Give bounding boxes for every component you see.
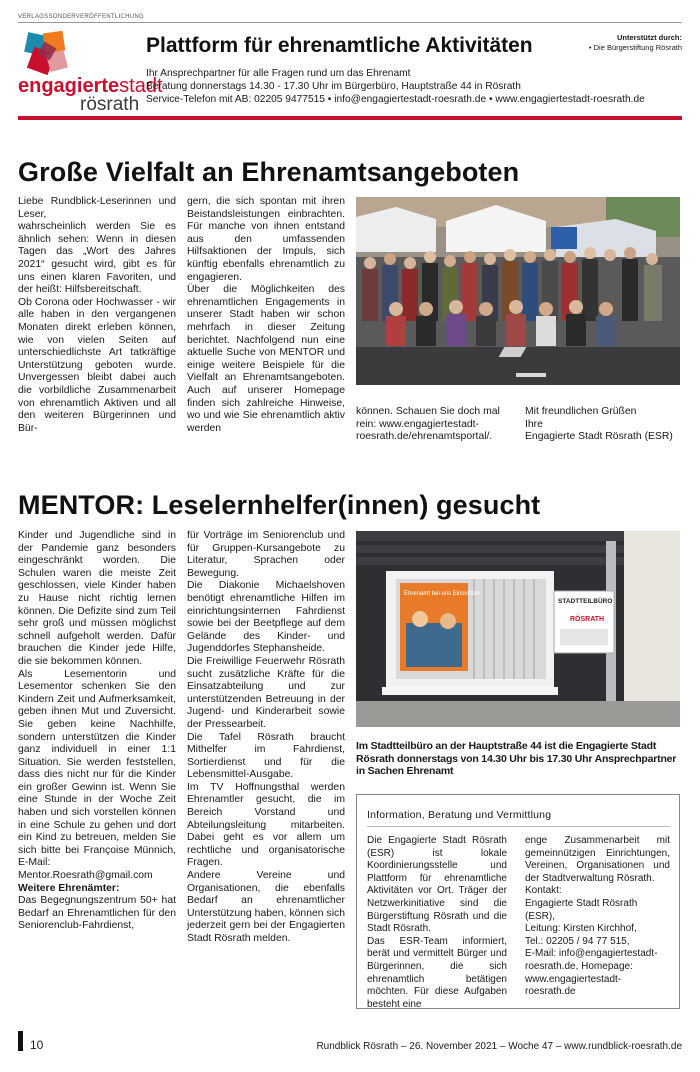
paragraph: Die Diakonie Michaelshoven benötigt ehrenamtliche Hilfen im einrichtungsinternen Fahrdienst sowie bei der Beetpflege auf dem Gelände des Kinder- und Jugenddorfes Stephansheide. bbox=[187, 580, 345, 655]
article2-headline: MENTOR: Leselernhelfer(innen) gesucht bbox=[18, 490, 541, 520]
paragraph: Die Engagierte Stadt Rösrath (ESR) ist lokale Koordinierungsstelle und Plattform für ehrenamtliche Aktivitäten vor Ort. Träger der Netzwerkinitiative sind die Bürgerstiftung Rösrath und die Stadt Rösrath. bbox=[367, 835, 507, 935]
paragraph: wahrscheinlich werden Sie es ähnlich sehen: Wenn in diesen Tagen das „Wort des Jahres 2021“ gesucht wird, gibt es für uns einen klaren Favoriten, und der heißt: Hilfsbereitschaft. bbox=[18, 221, 176, 296]
contact-line: Tel.: 02205 / 94 77 515, bbox=[525, 935, 630, 947]
stadtteilbuero-window-photo bbox=[356, 531, 680, 727]
paragraph: Kinder und Jugendliche sind in der Pandemie ganz besonders eingeschränkt worden. Die Schulen waren die meiste Zeit geschlossen, viele Kinder haben zu Hause nicht richtig lernen können. Die Defizite sind zum Teil sehr groß und müssen möglichst schnell aufgeholt werden. Dafür brauchen die Kinder jede Hilfe, die sie bekommen können. bbox=[18, 530, 176, 667]
supporter-label: Unterstützt durch: bbox=[617, 33, 682, 42]
paragraph: gern, die sich spontan mit ihren Beistandsleistungen einbrachten. Für manche von ihnen entstand aus den umfassenden Hilfsaktionen der Impuls, sich künftig ebenfalls ehrenamtlich zu engagieren. bbox=[187, 196, 345, 283]
signoff-line: Engagierte Stadt Rösrath (ESR) bbox=[525, 431, 673, 443]
window-poster-text: Ehrenamt bei uns Einsichten bbox=[404, 591, 481, 597]
article1-column-3 bbox=[356, 406, 516, 444]
article1-headline: Große Vielfalt an Ehrenamtsangeboten bbox=[18, 157, 520, 187]
paragraph: können. Schauen Sie doch mal rein: www.engagiertestadt-roesrath.de/ehrenamtsportal/. bbox=[356, 406, 500, 443]
masthead-info-line: Beratung donnerstags 14.30 - 17.30 Uhr im Bürgerbüro, Hauptstraße 44 in Rösrath bbox=[146, 81, 521, 92]
paragraph: Das ESR-Team informiert, berät und vermittelt Bürger und Bürgerinnen, die sich ehrenamtlich betätigen möchten. Für diese Aufgaben besteht eine bbox=[367, 935, 507, 1010]
contact-line: E-Mail: info@engagiertestadt-roesrath.de, Homepage: www.engagiertestadt-roesrath.de bbox=[525, 948, 658, 998]
publication-tag: VERLAGSSONDERVERÖFFENTLICHUNG bbox=[18, 14, 144, 20]
paragraph: Im TV Hoffnungsthal werden Ehrenamtler gesucht, die im Bereich Vorstand und Abteilungsleitung mitarbeiten. Dabei geht es vor allem um rechtliche und organisatorische Fragen. bbox=[187, 781, 345, 869]
article2-column-2 bbox=[187, 530, 345, 946]
information-box bbox=[356, 794, 680, 1009]
masthead-info-line: Service-Telefon mit AB: 02205 9477515 • info@engagiertestadt-roesrath.de • www.engagiertestadt-roesrath.de bbox=[146, 94, 645, 105]
logo-wordmark-city: rösrath bbox=[80, 94, 140, 115]
paragraph: Ob Corona oder Hochwasser - wir alle haben in den vergangenen Monaten direkt erleben können, wie von vielen Seiten auf unterschiedlichste Art tatkräftige Unterstützung geboten wurde. Unvergessen bleibt dabei auch die vorbildliche Zusammenarbeit von ehrenamtlich Aktiven und all den weiteren Bürgerinnen und Bür- bbox=[18, 296, 176, 434]
paragraph: Über die Möglichkeiten des ehrenamtlichen Engagements in unserer Stadt haben wir schon mehrfach in dieser Zeitung berichtet. Nachfolgend nun eine aktuelle Suche von MENTOR und einige weitere Beispiele für die Vielfalt an Ehrenamtsangeboten. Auch auf unserer Homepage finden sich zahlreiche Hinweise, wo und wie Sie ehrenamtlich aktiv werden bbox=[187, 284, 345, 434]
infobox-column-2 bbox=[525, 835, 670, 999]
paragraph: enge Zusammenarbeit mit gemeinnützigen Einrichtungen, Vereinen, Organisationen und der Stadtverwaltung Rösrath. bbox=[525, 835, 670, 884]
masthead-info-line: Ihr Ansprechpartner für alle Fragen rund um das Ehrenamt bbox=[146, 68, 411, 79]
masthead-red-rule bbox=[18, 116, 682, 120]
logo-mark-icon bbox=[22, 28, 78, 78]
paragraph: Die Tafel Rösrath braucht Mithelfer im Fahrdienst, Sortierdienst und für die Lebensmittel-Ausgabe. bbox=[187, 731, 345, 781]
contact-line: Engagierte Stadt Rösrath (ESR), bbox=[525, 897, 638, 922]
supporter-item: • Die Bürgerstiftung Rösrath bbox=[588, 43, 682, 52]
volunteers-group-photo bbox=[356, 197, 680, 385]
engagierte-stadt-logo bbox=[18, 28, 163, 115]
contact-email: Mentor.Roesrath@gmail.com bbox=[18, 870, 153, 882]
footer-text: Rundblick Rösrath – 26. November 2021 – Woche 47 – www.rundblick-roesrath.de bbox=[316, 1041, 682, 1052]
paragraph: Liebe Rundblick-Leserinnen und Leser, bbox=[18, 196, 176, 220]
contact-line: Leitung: Kirsten Kirchhof, bbox=[525, 923, 637, 935]
contact-line: Kontakt: bbox=[525, 885, 562, 897]
paragraph: Andere Vereine und Organisationen, die ebenfalls Bedarf an ehrenamtlicher Unterstützung haben, können sich jederzeit gern bei der Engagierten Stadt Rösrath melden. bbox=[187, 870, 345, 944]
paragraph: Das Begegnungszentrum 50+ hat Bedarf an Ehrenamtlichen für den Seniorenclub-Fahrdienst, bbox=[18, 895, 176, 932]
top-rule bbox=[18, 22, 682, 23]
paragraph: Die Freiwillige Feuerwehr Rösrath sucht zusätzliche Kräfte für die Einsatzabteilung und zur unterstützenden Betreuung in der Jugend- und Kinderarbeit sowie der Pressearbeit. bbox=[187, 655, 345, 730]
office-sign-text: STADTTEILBÜRO bbox=[558, 598, 613, 605]
paragraph: für Vorträge im Seniorenclub und für Gruppen-Kursangebote zu Literatur, Sprachen oder Bewegung. bbox=[187, 530, 345, 579]
masthead-info bbox=[146, 67, 645, 106]
supporter-note bbox=[589, 33, 682, 53]
office-sign-subtext: RÖSRATH bbox=[570, 616, 605, 623]
signoff-line: Mit freundlichen Grüßen bbox=[525, 406, 637, 417]
infobox-column-1 bbox=[367, 835, 507, 1011]
footer-marker bbox=[18, 1031, 23, 1051]
photo-caption: Im Stadtteilbüro an der Hauptstraße 44 ist die Engagierte Stadt Rösrath donnerstags von 14.30 Uhr bis 17.30 Uhr Ansprechpartner in Sachen Ehrenamt bbox=[356, 740, 677, 778]
article2-column-1 bbox=[18, 530, 176, 933]
signoff-line: Ihre bbox=[525, 418, 543, 430]
infobox-rule bbox=[367, 826, 671, 827]
page-number: 10 bbox=[30, 1038, 44, 1052]
paragraph: Als Lesementorin und Lesementor schenken Sie den Kindern Zeit und Aufmerksamkeit, geben ihnen Mut und Zuversicht. Sie geben keine Nachhilfe, sondern unterstützen die Kinder ganz individuell in einer 1:1 Situation. Sie werden feststellen, dass dies nicht nur für die Kinder ein großer Gewinn ist. Wenn Sie eine Stunde in der Woche Zeit haben und sich vorstellen können in eine Schule zu gehen und dort ein Kind zu betreuen, melden Sie sich bitte bei Françoise Münnich, E-Mail: bbox=[18, 668, 176, 869]
subheading: Weitere Ehrenämter: bbox=[18, 882, 120, 894]
article1-column-2 bbox=[187, 196, 345, 435]
logo-wordmark: engagiertestadt bbox=[18, 75, 163, 97]
article1-signoff bbox=[525, 406, 680, 444]
article1-column-1 bbox=[18, 196, 176, 435]
masthead-title: Plattform für ehrenamtliche Aktivitäten bbox=[146, 34, 533, 57]
infobox-title: Information, Beratung und Vermittlung bbox=[367, 809, 552, 821]
